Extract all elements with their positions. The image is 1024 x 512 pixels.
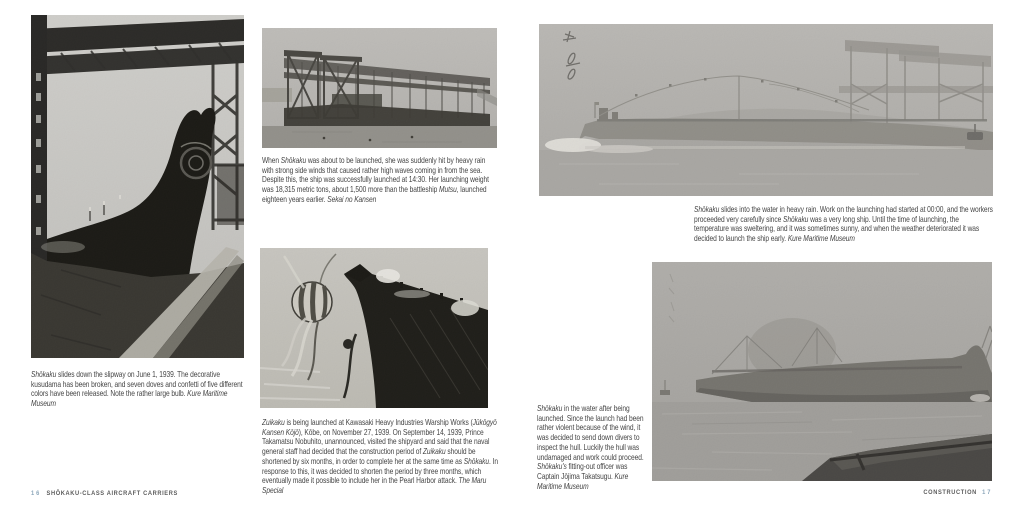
left-page-number: 16 — [31, 490, 42, 497]
film-grain — [262, 28, 497, 148]
left-page-footer — [31, 490, 198, 497]
caption-zuikaku-launch: Zuikaku is being launched at Kawasaki Heavy Industries Warship Works (Jūkōgyō Kansen Kōjō), Kōbe, on November 27, 1939. On September 14, 1939, Prince Takamatsu Nobuhito, unannounced, visited the shipyard and said that the naval general staff had decided that the construction period of Zuikaku should be shortened by six months, in order to complete her at the same time as Shōkaku. In response to this, it was decided to shorten the period by three months, which eventually made it possible to include her in the Pearl Harbor attack. The Maru Special — [262, 417, 498, 495]
photo-zuikaku-bow — [260, 248, 488, 408]
film-grain — [31, 15, 244, 358]
chapter-title: CONSTRUCTION — [923, 489, 977, 496]
caption-launch-weather: When Shōkaku was about to be launched, she was suddenly hit by heavy rain with strong side winds that caused rather high waves coming in from the sea. Despite this, the ship was successfully launched at 14:30. Her launching weight was 18,315 metric tons, about 1,500 more than the battleship Mutsu, launched eighteen years earlier. Sekai no Kansen — [262, 155, 489, 204]
right-page-footer — [914, 489, 992, 496]
film-grain — [260, 248, 488, 408]
photo-shokaku-slipway — [31, 15, 244, 358]
caption-into-water: Shōkaku slides into the water in heavy rain. Work on the launching had started at 00:00, and the workers proceeded very carefully since Shōkaku was a very long ship. Until the time of launching, the temperature was sweltering, and it was sometimes sunny, and when the weather deteriorated it was decided to launch the ship early. Kure Maritime Museum — [694, 204, 993, 244]
film-grain — [652, 262, 992, 481]
photo-shokaku-into-water — [539, 24, 993, 196]
caption-after-launch: Shōkaku in the water after being launched. Since the launch had been rather violent because of the wind, it was decided to send down divers to inspect the hull. Luckily the hull was undamaged and work could proceed. Shōkaku's fitting-out officer was Captain Jōjima Takatsugu. Kure Maritime Museum — [537, 403, 644, 491]
caption-slipway: Shōkaku slides down the slipway on June 1, 1939. The decorative kusudama has been broken, and seven doves and confetti of five different colors have been released. Note the rather large bulb. Kure Maritime Museum — [31, 369, 243, 409]
photo-shokaku-after-launch — [652, 262, 992, 481]
book-title: SHŌKAKU-CLASS AIRCRAFT CARRIERS — [46, 490, 178, 497]
film-grain — [539, 24, 993, 196]
right-page-number: 17 — [981, 489, 992, 496]
photo-gantry-cranes — [262, 28, 497, 148]
